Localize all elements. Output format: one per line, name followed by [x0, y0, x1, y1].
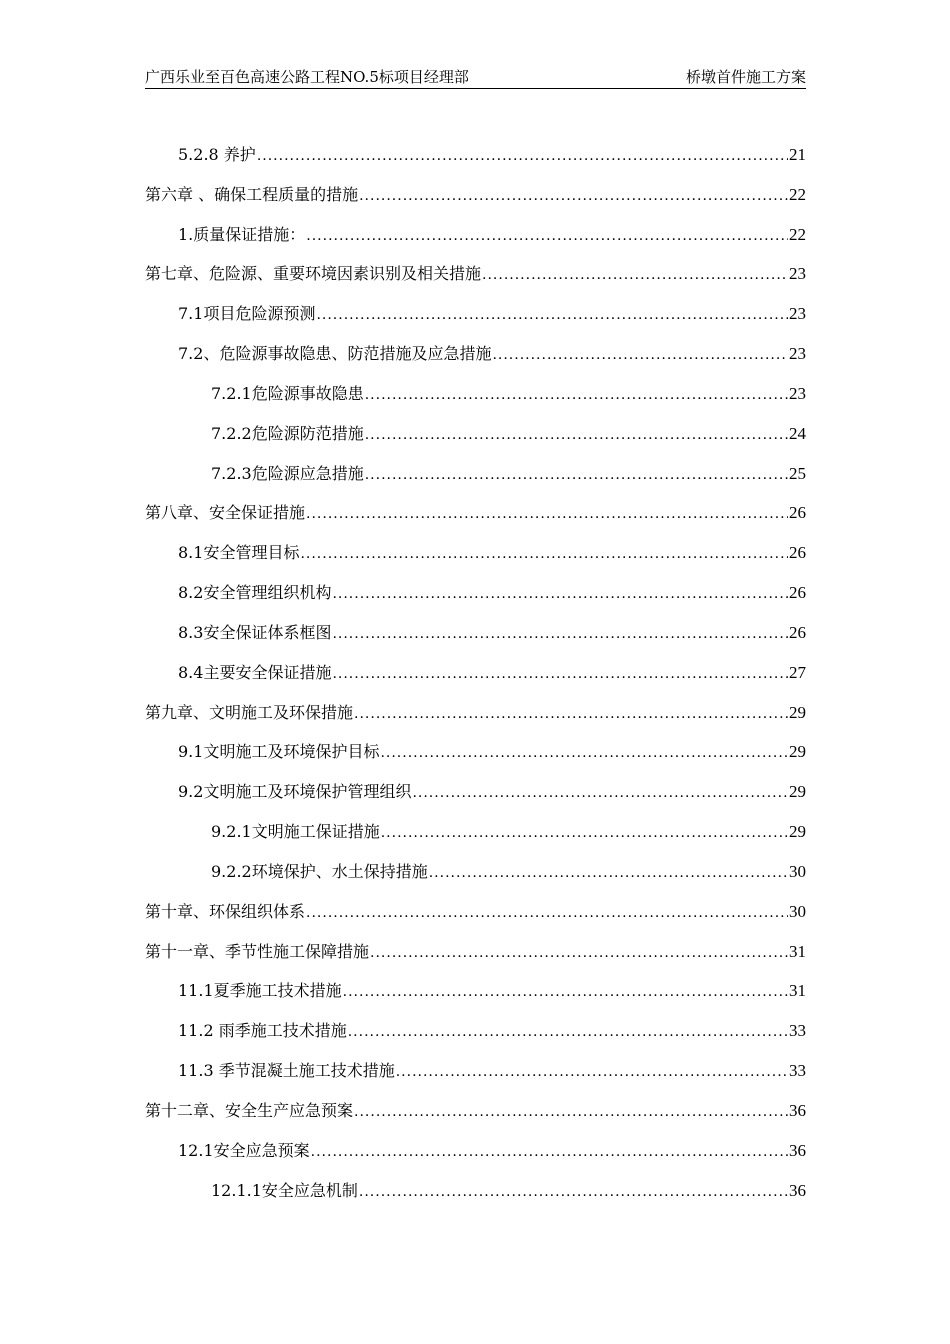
toc-entry-page-number: 31	[789, 981, 806, 1001]
toc-dot-leader	[365, 462, 788, 488]
toc-entry[interactable]	[145, 182, 806, 222]
toc-entry[interactable]	[145, 580, 806, 620]
toc-entry[interactable]	[145, 939, 806, 979]
toc-dot-leader	[359, 183, 788, 209]
toc-entry[interactable]	[145, 222, 806, 262]
toc-entry-page-number: 29	[789, 742, 806, 762]
toc-entry-page-number: 26	[789, 622, 806, 642]
toc-dot-leader	[429, 860, 788, 886]
toc-entry-title: 第六章 、确保工程质量的措施	[145, 184, 359, 204]
toc-dot-leader	[412, 780, 788, 806]
toc-dot-leader	[365, 382, 788, 408]
toc-entry-page-number: 33	[789, 1021, 806, 1041]
toc-dot-leader	[300, 541, 788, 567]
toc-entry-title: 第十章、环保组织体系	[145, 901, 306, 921]
toc-dot-leader	[381, 820, 788, 846]
toc-dot-leader	[311, 1139, 788, 1165]
toc-dot-leader	[359, 1179, 788, 1205]
toc-entry-page-number: 29	[789, 702, 806, 722]
toc-entry-page-number: 30	[789, 901, 806, 921]
toc-dot-leader	[306, 900, 788, 926]
toc-entry-title: 8.4主要安全保证措施	[178, 662, 332, 682]
toc-entry[interactable]	[145, 1178, 806, 1218]
toc-entry-page-number: 22	[789, 184, 806, 204]
toc-entry-page-number: 29	[789, 822, 806, 842]
page-header	[145, 66, 806, 89]
toc-entry[interactable]	[145, 461, 806, 501]
toc-entry-title: 7.2.2危险源防范措施	[211, 423, 364, 443]
toc-entry-title: 第八章、安全保证措施	[145, 503, 306, 523]
toc-entry-title: 8.1安全管理目标	[178, 543, 300, 563]
toc-entry-title: 9.1文明施工及环境保护目标	[178, 742, 380, 762]
toc-entry[interactable]	[145, 739, 806, 779]
toc-dot-leader	[332, 661, 788, 687]
toc-entry-page-number: 36	[789, 1100, 806, 1120]
toc-entry[interactable]	[145, 819, 806, 859]
toc-entry-page-number: 31	[789, 941, 806, 961]
toc-entry[interactable]	[145, 301, 806, 341]
toc-entry-title: 8.3安全保证体系框图	[178, 622, 332, 642]
toc-dot-leader	[380, 740, 788, 766]
toc-entry[interactable]	[145, 700, 806, 740]
toc-dot-leader	[354, 1099, 788, 1125]
toc-entry-page-number: 23	[789, 264, 806, 284]
toc-entry[interactable]	[145, 1098, 806, 1138]
toc-entry[interactable]	[145, 381, 806, 421]
toc-entry[interactable]	[145, 341, 806, 381]
toc-dot-leader	[354, 701, 788, 727]
toc-entry-title: 第七章、危险源、重要环境因素识别及相关措施	[145, 264, 482, 284]
toc-entry-page-number: 22	[789, 224, 806, 244]
toc-entry-page-number: 29	[789, 782, 806, 802]
toc-entry[interactable]	[145, 620, 806, 660]
toc-dot-leader	[365, 422, 788, 448]
toc-entry-page-number: 26	[789, 503, 806, 523]
toc-entry-title: 8.2安全管理组织机构	[178, 583, 332, 603]
toc-entry-page-number: 23	[789, 344, 806, 364]
toc-entry-page-number: 25	[789, 463, 806, 483]
toc-entry[interactable]	[145, 660, 806, 700]
toc-entry[interactable]	[145, 540, 806, 580]
toc-entry-page-number: 36	[789, 1140, 806, 1160]
toc-entry-title: 第十二章、安全生产应急预案	[145, 1100, 354, 1120]
toc-entry-title: 11.1夏季施工技术措施	[178, 981, 342, 1001]
toc-entry-page-number: 24	[789, 423, 806, 443]
toc-entry-page-number: 30	[789, 861, 806, 881]
header-document-title: 桥墩首件施工方案	[685, 68, 806, 86]
toc-entry-title: 9.2.2环境保护、水土保持措施	[211, 861, 428, 881]
toc-dot-leader	[370, 940, 788, 966]
toc-entry-title: 5.2.8 养护	[178, 145, 256, 164]
toc-dot-leader	[332, 621, 788, 647]
toc-entry-title: 7.2、危险源事故隐患、防范措施及应急措施	[178, 344, 492, 364]
toc-entry-title: 11.2 雨季施工技术措施	[178, 1021, 347, 1041]
toc-dot-leader	[343, 979, 788, 1005]
toc-dot-leader	[482, 262, 788, 288]
toc-entry-page-number: 21	[789, 145, 806, 164]
toc-entry[interactable]	[145, 421, 806, 461]
toc-dot-leader	[316, 302, 788, 328]
toc-entry[interactable]	[145, 142, 806, 182]
toc-entry-title: 7.1项目危险源预测	[178, 304, 316, 324]
toc-entry-title: 1.质量保证措施：	[178, 224, 306, 244]
toc-entry-title: 9.2.1文明施工保证措施	[211, 822, 380, 842]
toc-entry-page-number: 23	[789, 383, 806, 403]
toc-entry-page-number: 36	[789, 1180, 806, 1200]
toc-entry[interactable]	[145, 261, 806, 301]
toc-dot-leader	[306, 223, 788, 249]
table-of-contents	[145, 142, 806, 1217]
toc-entry[interactable]	[145, 859, 806, 899]
toc-entry-page-number: 26	[789, 583, 806, 603]
toc-dot-leader	[332, 581, 788, 607]
toc-dot-leader	[306, 501, 788, 527]
toc-entry-title: 12.1安全应急预案	[178, 1140, 310, 1160]
toc-dot-leader	[348, 1019, 788, 1045]
toc-entry-page-number: 33	[789, 1061, 806, 1081]
toc-entry-page-number: 26	[789, 543, 806, 563]
toc-dot-leader	[257, 143, 788, 169]
toc-entry-title: 12.1.1安全应急机制	[211, 1180, 358, 1200]
toc-entry[interactable]	[145, 500, 806, 540]
toc-entry-page-number: 27	[789, 662, 806, 682]
toc-entry-title: 11.3 季节混凝土施工技术措施	[178, 1061, 395, 1081]
toc-entry[interactable]	[145, 1138, 806, 1178]
toc-entry[interactable]	[145, 899, 806, 939]
toc-entry-title: 9.2文明施工及环境保护管理组织	[178, 782, 412, 802]
toc-entry[interactable]	[145, 1018, 806, 1058]
toc-entry[interactable]	[145, 1058, 806, 1098]
header-project-name: 广西乐业至百色高速公路工程NO.5标项目经理部	[145, 68, 469, 86]
toc-dot-leader	[396, 1059, 788, 1085]
toc-entry[interactable]	[145, 978, 806, 1018]
toc-entry-title: 7.2.1危险源事故隐患	[211, 383, 364, 403]
toc-dot-leader	[492, 342, 788, 368]
toc-entry-title: 第九章、文明施工及环保措施	[145, 702, 354, 722]
toc-entry[interactable]	[145, 779, 806, 819]
toc-entry-title: 第十一章、季节性施工保障措施	[145, 941, 370, 961]
toc-entry-title: 7.2.3危险源应急措施	[211, 463, 364, 483]
toc-entry-page-number: 23	[789, 304, 806, 324]
